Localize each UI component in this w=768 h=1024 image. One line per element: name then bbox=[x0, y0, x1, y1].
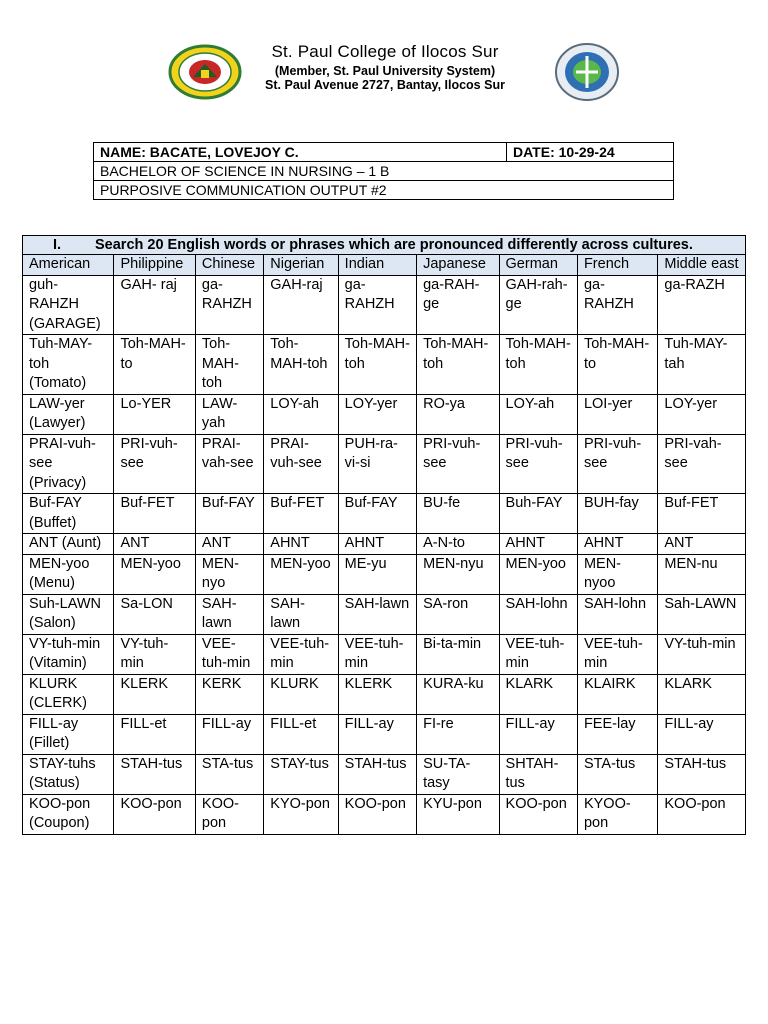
cell-middle-east: STAH-tus bbox=[658, 754, 746, 794]
cell-german: KOO-pon bbox=[499, 794, 577, 834]
cell-chinese: LAW-yah bbox=[195, 394, 263, 434]
section-title-row bbox=[23, 236, 746, 255]
cell-american: Tuh-MAY-toh (Tomato) bbox=[23, 335, 114, 395]
column-header-chinese: Chinese bbox=[195, 255, 263, 276]
cell-japanese: PRI-vuh-see bbox=[417, 434, 499, 494]
cell-middle-east: FILL-ay bbox=[658, 714, 746, 754]
cell-philippine: GAH- raj bbox=[114, 275, 195, 335]
cell-middle-east: MEN-nu bbox=[658, 554, 746, 594]
college-seal-logo bbox=[168, 44, 242, 100]
cell-german: SAH-lohn bbox=[499, 594, 577, 634]
cell-french: LOI-yer bbox=[577, 394, 657, 434]
cell-japanese: SU-TA-tasy bbox=[417, 754, 499, 794]
cell-german: AHNT bbox=[499, 534, 577, 555]
cell-indian: LOY-yer bbox=[338, 394, 416, 434]
table-row bbox=[23, 754, 746, 794]
cell-indian: KOO-pon bbox=[338, 794, 416, 834]
cell-american: STAY-tuhs (Status) bbox=[23, 754, 114, 794]
cell-nigerian: Toh-MAH-toh bbox=[264, 335, 338, 395]
cell-french: AHNT bbox=[577, 534, 657, 555]
table-row bbox=[23, 394, 746, 434]
cell-philippine: FILL-et bbox=[114, 714, 195, 754]
program-label: BACHELOR OF SCIENCE IN NURSING – 1 B bbox=[94, 162, 674, 181]
cell-philippine: VY-tuh-min bbox=[114, 634, 195, 674]
cell-german: Toh-MAH-toh bbox=[499, 335, 577, 395]
cell-middle-east: ANT bbox=[658, 534, 746, 555]
nursing-seal-logo bbox=[554, 42, 620, 102]
pronunciation-table bbox=[22, 235, 746, 835]
cell-nigerian: VEE-tuh-min bbox=[264, 634, 338, 674]
table-row bbox=[23, 554, 746, 594]
cell-american: FILL-ay (Fillet) bbox=[23, 714, 114, 754]
cell-nigerian: PRAI-vuh-see bbox=[264, 434, 338, 494]
cell-middle-east: VY-tuh-min bbox=[658, 634, 746, 674]
cell-chinese: SAH-lawn bbox=[195, 594, 263, 634]
cell-german: GAH-rah-ge bbox=[499, 275, 577, 335]
cell-middle-east: PRI-vah-see bbox=[658, 434, 746, 494]
cell-nigerian: GAH-raj bbox=[264, 275, 338, 335]
table-row bbox=[23, 794, 746, 834]
cell-french: STA-tus bbox=[577, 754, 657, 794]
cell-japanese: Bi-ta-min bbox=[417, 634, 499, 674]
cell-indian: KLERK bbox=[338, 674, 416, 714]
cell-german: VEE-tuh-min bbox=[499, 634, 577, 674]
document-header bbox=[0, 40, 768, 110]
cell-japanese: BU-fe bbox=[417, 494, 499, 534]
student-info-table bbox=[93, 142, 674, 200]
cell-chinese: PRAI-vah-see bbox=[195, 434, 263, 494]
table-row bbox=[23, 714, 746, 754]
cell-french: FEE-lay bbox=[577, 714, 657, 754]
cell-indian: Toh-MAH-toh bbox=[338, 335, 416, 395]
section-instruction: Search 20 English words or phrases which are pronounced differently across cultures. bbox=[95, 237, 693, 253]
cell-french: KYOO-pon bbox=[577, 794, 657, 834]
cell-chinese: MEN-nyo bbox=[195, 554, 263, 594]
cell-french: BUH-fay bbox=[577, 494, 657, 534]
table-row bbox=[23, 594, 746, 634]
college-address: St. Paul Avenue 2727, Bantay, Ilocos Sur bbox=[265, 78, 505, 92]
college-name: St. Paul College of Ilocos Sur bbox=[271, 42, 499, 61]
cell-german: FILL-ay bbox=[499, 714, 577, 754]
cell-indian: VEE-tuh-min bbox=[338, 634, 416, 674]
cell-philippine: Buf-FET bbox=[114, 494, 195, 534]
cell-german: LOY-ah bbox=[499, 394, 577, 434]
cell-french: ga-RAHZH bbox=[577, 275, 657, 335]
cell-indian: ga-RAHZH bbox=[338, 275, 416, 335]
cell-indian: FILL-ay bbox=[338, 714, 416, 754]
cell-german: PRI-vuh-see bbox=[499, 434, 577, 494]
cell-american: KLURK (CLERK) bbox=[23, 674, 114, 714]
cell-japanese: FI-re bbox=[417, 714, 499, 754]
cell-german: MEN-yoo bbox=[499, 554, 577, 594]
cell-middle-east: Sah-LAWN bbox=[658, 594, 746, 634]
cell-german: Buh-FAY bbox=[499, 494, 577, 534]
cell-american: MEN-yoo (Menu) bbox=[23, 554, 114, 594]
table-row bbox=[23, 674, 746, 714]
cell-japanese: MEN-nyu bbox=[417, 554, 499, 594]
cell-american: guh-RAHZH (GARAGE) bbox=[23, 275, 114, 335]
cell-chinese: VEE-tuh-min bbox=[195, 634, 263, 674]
cell-french: VEE-tuh-min bbox=[577, 634, 657, 674]
cell-french: SAH-lohn bbox=[577, 594, 657, 634]
cell-american: Suh-LAWN (Salon) bbox=[23, 594, 114, 634]
section-number: I. bbox=[53, 237, 62, 253]
cell-french: Toh-MAH-to bbox=[577, 335, 657, 395]
cell-chinese: Buf-FAY bbox=[195, 494, 263, 534]
column-header-french: French bbox=[577, 255, 657, 276]
cell-japanese: KURA-ku bbox=[417, 674, 499, 714]
section-title-cell bbox=[23, 236, 746, 255]
cell-american: ANT (Aunt) bbox=[23, 534, 114, 555]
cell-german: SHTAH-tus bbox=[499, 754, 577, 794]
column-header-american: American bbox=[23, 255, 114, 276]
table-row bbox=[23, 275, 746, 335]
cell-nigerian: STAY-tus bbox=[264, 754, 338, 794]
cell-nigerian: KLURK bbox=[264, 674, 338, 714]
cell-japanese: Toh-MAH-toh bbox=[417, 335, 499, 395]
cell-middle-east: ga-RAZH bbox=[658, 275, 746, 335]
column-header-japanese: Japanese bbox=[417, 255, 499, 276]
cell-french: PRI-vuh-see bbox=[577, 434, 657, 494]
column-header-indian: Indian bbox=[338, 255, 416, 276]
cell-chinese: KERK bbox=[195, 674, 263, 714]
cell-indian: SAH-lawn bbox=[338, 594, 416, 634]
column-header-middle-east: Middle east bbox=[658, 255, 746, 276]
cell-japanese: A-N-to bbox=[417, 534, 499, 555]
cell-philippine: Toh-MAH-to bbox=[114, 335, 195, 395]
cell-indian: ME-yu bbox=[338, 554, 416, 594]
cell-middle-east: LOY-yer bbox=[658, 394, 746, 434]
cell-french: KLAIRK bbox=[577, 674, 657, 714]
output-label: PURPOSIVE COMMUNICATION OUTPUT #2 bbox=[94, 181, 674, 200]
cell-american: VY-tuh-min (Vitamin) bbox=[23, 634, 114, 674]
cell-chinese: STA-tus bbox=[195, 754, 263, 794]
cell-chinese: ga-RAHZH bbox=[195, 275, 263, 335]
cell-philippine: Sa-LON bbox=[114, 594, 195, 634]
cell-philippine: KLERK bbox=[114, 674, 195, 714]
cell-philippine: Lo-YER bbox=[114, 394, 195, 434]
cell-nigerian: AHNT bbox=[264, 534, 338, 555]
cell-nigerian: SAH-lawn bbox=[264, 594, 338, 634]
column-header-german: German bbox=[499, 255, 577, 276]
table-row bbox=[23, 335, 746, 395]
column-header-philippine: Philippine bbox=[114, 255, 195, 276]
cell-indian: AHNT bbox=[338, 534, 416, 555]
table-row bbox=[23, 494, 746, 534]
cell-nigerian: LOY-ah bbox=[264, 394, 338, 434]
cell-philippine: MEN-yoo bbox=[114, 554, 195, 594]
cell-indian: PUH-ra-vi-si bbox=[338, 434, 416, 494]
cell-nigerian: Buf-FET bbox=[264, 494, 338, 534]
cell-french: MEN-nyoo bbox=[577, 554, 657, 594]
cell-middle-east: KLARK bbox=[658, 674, 746, 714]
cell-nigerian: MEN-yoo bbox=[264, 554, 338, 594]
cell-american: KOO-pon (Coupon) bbox=[23, 794, 114, 834]
submission-date: DATE: 10-29-24 bbox=[507, 143, 674, 162]
cell-german: KLARK bbox=[499, 674, 577, 714]
cell-chinese: ANT bbox=[195, 534, 263, 555]
cell-philippine: PRI-vuh-see bbox=[114, 434, 195, 494]
cell-middle-east: Tuh-MAY-tah bbox=[658, 335, 746, 395]
cell-chinese: FILL-ay bbox=[195, 714, 263, 754]
college-membership: (Member, St. Paul University System) bbox=[274, 64, 496, 78]
cell-nigerian: KYO-pon bbox=[264, 794, 338, 834]
student-name: NAME: BACATE, LOVEJOY C. bbox=[94, 143, 507, 162]
column-header-nigerian: Nigerian bbox=[264, 255, 338, 276]
table-row bbox=[23, 534, 746, 555]
cell-philippine: KOO-pon bbox=[114, 794, 195, 834]
cell-nigerian: FILL-et bbox=[264, 714, 338, 754]
cell-middle-east: Buf-FET bbox=[658, 494, 746, 534]
cell-american: Buf-FAY (Buffet) bbox=[23, 494, 114, 534]
header-text bbox=[240, 40, 530, 92]
cell-japanese: RO-ya bbox=[417, 394, 499, 434]
table-row bbox=[23, 634, 746, 674]
cell-philippine: STAH-tus bbox=[114, 754, 195, 794]
cell-japanese: KYU-pon bbox=[417, 794, 499, 834]
cell-japanese: SA-ron bbox=[417, 594, 499, 634]
cell-japanese: ga-RAH-ge bbox=[417, 275, 499, 335]
cell-american: PRAI-vuh-see (Privacy) bbox=[23, 434, 114, 494]
column-header-row bbox=[23, 255, 746, 276]
cell-philippine: ANT bbox=[114, 534, 195, 555]
cell-chinese: Toh-MAH-toh bbox=[195, 335, 263, 395]
table-row bbox=[23, 434, 746, 494]
cell-american: LAW-yer (Lawyer) bbox=[23, 394, 114, 434]
cell-indian: Buf-FAY bbox=[338, 494, 416, 534]
cell-indian: STAH-tus bbox=[338, 754, 416, 794]
cell-middle-east: KOO-pon bbox=[658, 794, 746, 834]
cell-chinese: KOO-pon bbox=[195, 794, 263, 834]
